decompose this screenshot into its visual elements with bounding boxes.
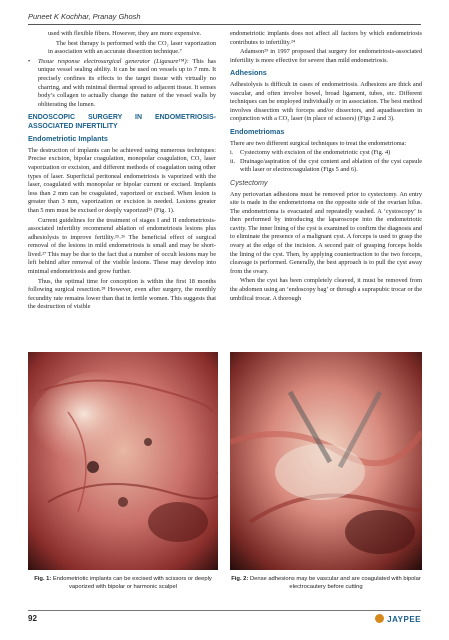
paragraph: Thus, the optimal time for conception is within the first 18 months following surgical resection.²⁸ However, even after surgery, the monthly fecundity rate remains lower than that in fertile women. This suggests that the destruction of visible [28,277,216,311]
figure-2-image [230,352,422,570]
figure-1-image [28,352,218,570]
figure-label: Fig. 1: [34,576,52,582]
page-number: 92 [28,614,37,623]
list-item [230,158,422,175]
list-text: Drainage/aspiration of the cyst content and ablation of the cyst capsule with laser or electrocoagulation (Figs 5 and 6). [240,157,422,174]
right-column [230,30,422,304]
paragraph: Adamson²⁹ in 1997 proposed that surgery for endometriosis-associated infertility is more effective for severe than mild endometriosis. [230,48,422,64]
bullet-text: This has unique vessel sealing ability. It can be used on vessels up to 7 mm. It precisely confines its effects to the target tissue with virtually no charring, and with minimal thermal spread to adjacent tissue. It senses body’s collagen to actually change the nature of the vessel walls by obliterating the lumen. [38,57,216,108]
minor-heading: Cystectomy [230,177,268,187]
figure-2-caption [230,576,422,591]
subsection-heading: Adhesions [230,68,267,78]
paragraph: Current guidelines for the treatment of stages I and II endometriosis-associated infertility recommend ablation of endometriosis lesions plus adhesiolysis to improve fertility.²⁵˒²⁶ The beneficial effect of surgical removal of the lesions in mild endometriosis is small and may be short-lived.²⁷ This may be due to the fact that a number of occult lesions may be left behind after removal of the visible lesions. These may develop into minimal endometriosis and grow further. [28,216,216,276]
figure-label: Fig. 2: [231,576,249,582]
list-text: Cystectomy with excision of the endometriotic cyst (Fig. 4) [240,149,391,157]
laparoscopic-image-2 [230,352,422,570]
bullet-title: Tissue response electrosurgical generator (Ligasure™): [38,57,189,65]
running-header: Puneet K Kochhar, Pranay Ghosh [28,12,141,21]
figure-1-caption [28,576,218,591]
left-column [28,30,216,313]
paragraph: When the cyst has been completely cleaved, it must be removed from the abdomen using an ‘endoscopy bag’ or through a suprapubic trocar or the umbilical trocar. A thorough [230,277,422,302]
paragraph: There are two different surgical techniques to treat the endometrioma: [230,139,407,147]
paragraph: The destruction of implants can be achieved using numerous techniques: Precise excision, bipolar coagulation, monopolar coagulation, CO₂ laser vaporization or excision, and different methods of coagulation using other types of laser. Superficial peritoneal endometriosis is vaporized with the laser, coagulated with monopolar or bipolar current or excised. Implants less than 2 mm can be coagulated, vaporized or excised. When lesion is greater than 3 mm, vaporization or excision is needed. Lesions greater than 5 mm must be excised or deeply vaporized¹⁵ (Fig. 1). [28,146,216,214]
paragraph: Adhesiolysis is difficult in cases of endometriosis. Adhesions are thick and vascular, and often involve bowel, broad ligament, tubes, etc. Different techniques can be employed individually or in association. The best method involves dissection with forceps and/or dissectors, and aquadissection in conjunction with a CO₂ laser (in place of scissors) (Figs 2 and 3). [230,80,422,123]
paragraph: Any periovarian adhesions must be removed prior to cystectomy. An entry site is made in the endometrioma on the opposite side of the ovarian hilus. The endometrioma is evacuated and repeatedly washed. A ‘cystoscopy’ is then performed by introducing the laparoscope into the endometriotic cavity. The inner lining of the cyst is examined to confirm the diagnosis and to eliminate the presence of a malignant cyst. A forceps is used to grasp the ovary at the edge of the incision. A second pair of grasping forceps holds the lining of the cyst. Then, by applying countertraction to the two forceps, cleavage is performed. Generally, the best approach is to pull the cyst away from the ovary. [230,190,422,275]
publisher-logo [375,614,421,624]
caption-text: Dense adhesions may be vascular and are coagulated with bipolar electrocautery before cutting [249,576,421,590]
subsection-heading: Endometriomas [230,126,285,136]
list-item [230,149,422,158]
subsection-heading: Endometriotic Implants [28,134,108,144]
publisher-name: JAYPEE [387,615,421,624]
footer-divider [28,610,421,611]
paragraph: used with flexible fibers. However, they are more expensive. [48,30,202,37]
laparoscopic-image-1 [28,352,218,570]
paragraph: The best therapy is performed with the CO₂ laser vaporization in association with an accurate dissection technique.⁷ [48,39,216,56]
bullet-item [28,58,216,110]
list-number: ii. [230,157,236,165]
technique-list [230,149,422,175]
section-heading: ENDOSCOPIC SURGERY IN ENDOMETRIOSIS-ASSOCIATED INFERTILITY [28,114,216,130]
caption-text: Endometriotic implants can be excised with scissors or deeply vaporized with bipolar or harmonic scalpel [52,576,212,590]
publisher-icon [375,614,384,623]
list-number: i. [230,149,234,157]
paragraph: endometriotic implants does not affect all factors by which endometriosis contributes to infertility.²⁴ [230,30,422,46]
header-divider [28,24,421,25]
